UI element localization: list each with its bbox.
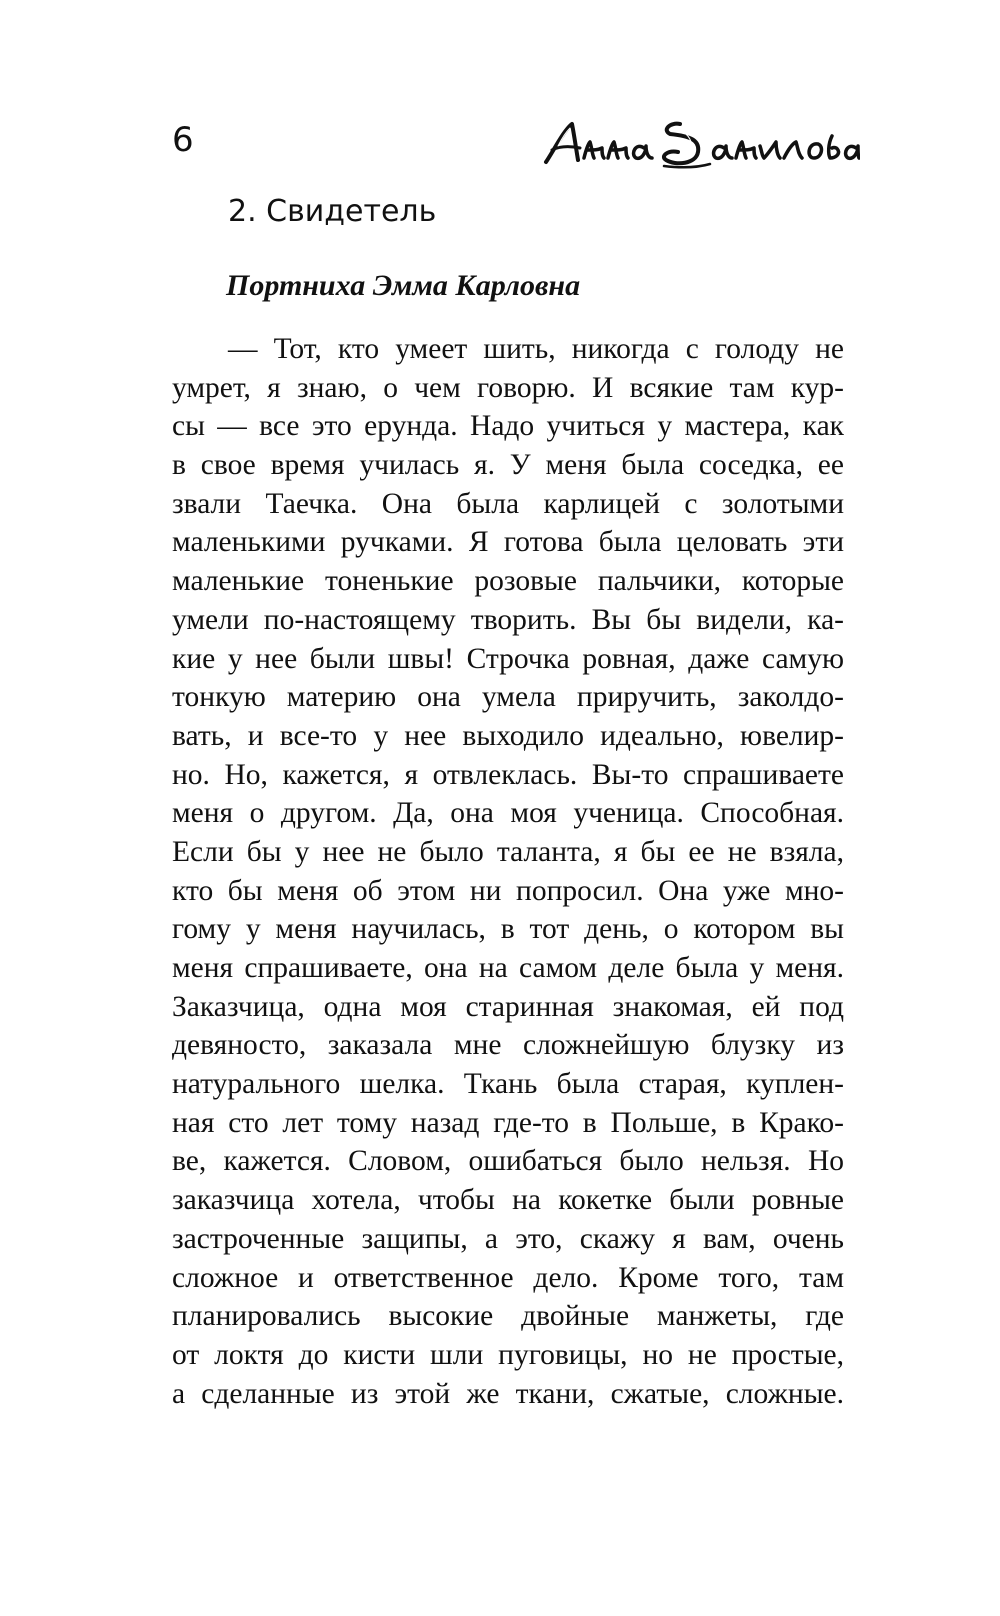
text-line: умрет, я знаю, о чем говорю. И всякие там кур- — [172, 371, 844, 404]
text-line: девяносто, заказала мне сложнейшую блузку из — [172, 1029, 844, 1062]
text-line: вать, и все-то у нее выходило идеально, ювелир- — [172, 719, 844, 752]
running-head-author-logo — [540, 110, 860, 180]
text-line: умели по-настоящему творить. Вы бы видели, ка- — [172, 603, 844, 636]
text-line: маленькими ручками. Я готова была целовать эти — [172, 526, 844, 559]
text-line: заказчица хотела, чтобы на кокетке были ровные — [172, 1184, 844, 1217]
author-name-logo — [540, 110, 860, 180]
text-line: меня спрашиваете, она на самом деле была у меня. — [172, 952, 844, 984]
text-line: в свое время училась я. У меня была соседка, ее — [172, 449, 844, 482]
text-line: натурального шелка. Ткань была старая, куплен- — [172, 1068, 844, 1101]
page-number: 6 — [172, 120, 194, 160]
text-line: а сделанные из этой же ткани, сжатые, сложные. — [172, 1377, 844, 1410]
text-line: гому у меня научилась, в тот день, о котором вы — [172, 913, 844, 946]
text-line: ная сто лет тому назад где-то в Польше, в Крако- — [172, 1106, 844, 1139]
text-line: меня о другом. Да, она моя ученица. Способная. — [172, 797, 844, 830]
text-line: — Тот, кто умеет шить, никогда с голоду не — [228, 333, 844, 365]
text-line: застроченные защипы, а это, скажу я вам, очень — [172, 1222, 844, 1255]
text-line: кто бы меня об этом ни попросил. Она уже мно- — [172, 874, 844, 907]
text-line: тонкую материю она умела приручить, заколдо- — [172, 681, 844, 714]
body-paragraph — [172, 330, 844, 1413]
text-line: планировались высокие двойные манжеты, где — [172, 1300, 844, 1333]
text-line: кие у нее были швы! Строчка ровная, даже самую — [172, 642, 844, 675]
text-line: звали Таечка. Она была карлицей с золотыми — [172, 487, 844, 520]
text-line: но. Но, кажется, я отвлеклась. Вы-то спрашиваете — [172, 758, 844, 791]
text-line: Если бы у нее не было таланта, я бы ее не взяла, — [172, 835, 844, 868]
section-heading: Портниха Эмма Карловна — [226, 269, 581, 302]
text-line: сы — все это ерунда. Надо учиться у мастера, как — [172, 410, 844, 443]
text-line: от локтя до кисти шли пуговицы, но не простые, — [172, 1338, 844, 1371]
text-line: ве, кажется. Словом, ошибаться было нельзя. Но — [172, 1145, 844, 1178]
chapter-heading: 2. Свидетель — [228, 194, 437, 229]
text-line: маленькие тоненькие розовые пальчики, которые — [172, 565, 844, 598]
text-line: сложное и ответственное дело. Кроме того, там — [172, 1261, 844, 1294]
text-line: Заказчица, одна моя старинная знакомая, ей под — [172, 990, 844, 1023]
